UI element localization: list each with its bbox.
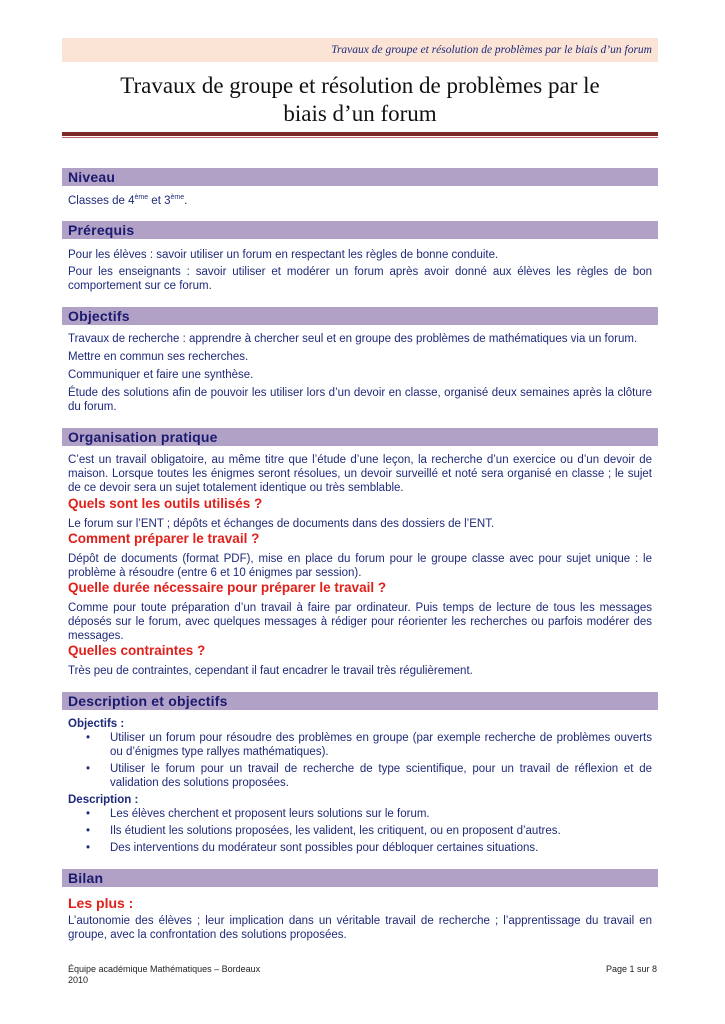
label-description: Description : bbox=[68, 794, 139, 806]
answer-duree: Comme pour toute préparation d’un travail à faire par ordinateur. Puis temps de lecture de tous les messages déposés sur le forum, avec quelques messages à rédiger pour réorienter les recherches ou parfois modérer des messages. bbox=[68, 602, 652, 642]
question-outils: Quels sont les outils utilisés ? bbox=[68, 496, 263, 511]
list-item-text: Des interventions du modérateur sont possibles pour débloquer certaines situations. bbox=[110, 842, 539, 854]
answer-preparer: Dépôt de documents (format PDF), mise en place du forum pour le groupe classe avec pour sujet unique : le problème à résoudre (entre 6 et 10 énigmes par session). bbox=[68, 553, 652, 579]
footer-page-number: Page 1 sur 8 bbox=[605, 964, 657, 974]
bullet-icon: • bbox=[86, 825, 91, 837]
footer-team: Équipe académique Mathématiques – Bordeaux bbox=[68, 964, 261, 974]
objectifs-p4: Étude des solutions afin de pouvoir les utiliser lors d’un devoir en classe, organisé deux semaines après la clôture du forum. bbox=[68, 387, 652, 413]
list-item bbox=[86, 841, 652, 855]
section-heading-bilan: Bilan bbox=[62, 869, 658, 887]
prerequis-eleves: Pour les élèves : savoir utiliser un forum en respectant les règles de bonne conduite. bbox=[68, 249, 499, 261]
list-item bbox=[86, 762, 652, 790]
section-heading-organisation: Organisation pratique bbox=[62, 428, 658, 446]
section-heading-description: Description et objectifs bbox=[62, 692, 658, 710]
title-line-1: Travaux de groupe et résolution de problèmes par le bbox=[120, 73, 600, 98]
bilan-les-plus: Les plus : bbox=[68, 895, 134, 911]
bullet-icon: • bbox=[86, 808, 91, 820]
list-item-text: Ils étudient les solutions proposées, les valident, les critiquent, ou en proposent d’autres. bbox=[110, 825, 561, 837]
niveau-sup-b: ème bbox=[170, 194, 185, 202]
bullet-icon: • bbox=[86, 763, 91, 775]
list-item bbox=[86, 824, 652, 838]
title-rule-thin bbox=[62, 137, 658, 138]
document-title bbox=[62, 72, 658, 128]
question-contraintes: Quelles contraintes ? bbox=[68, 643, 206, 658]
title-rule bbox=[62, 132, 658, 136]
prerequis-enseignants: Pour les enseignants : savoir utiliser et modérer un forum après avoir donné aux élèves les règles de bon comportement sur ce forum. bbox=[68, 266, 652, 292]
answer-contraintes: Très peu de contraintes, cependant il faut encadrer le travail très régulièrement. bbox=[68, 665, 473, 677]
niveau-sup-a: ème bbox=[134, 194, 149, 202]
objectifs-list bbox=[62, 731, 658, 790]
list-item-text: Les élèves cherchent et proposent leurs solutions sur le forum. bbox=[110, 808, 430, 820]
question-preparer: Comment préparer le travail ? bbox=[68, 531, 260, 546]
running-header: Travaux de groupe et résolution de problèmes par le biais d’un forum bbox=[62, 38, 658, 62]
description-list bbox=[62, 807, 658, 855]
list-item bbox=[86, 807, 652, 821]
title-line-2: biais d’un forum bbox=[283, 101, 437, 126]
bullet-icon: • bbox=[86, 842, 91, 854]
answer-outils: Le forum sur l’ENT ; dépôts et échanges de documents dans des dossiers de l’ENT. bbox=[68, 518, 495, 530]
objectifs-p2: Mettre en commun ses recherches. bbox=[68, 351, 249, 363]
label-objectifs: Objectifs : bbox=[68, 718, 125, 730]
section-heading-prerequis: Prérequis bbox=[62, 221, 658, 239]
objectifs-p3: Communiquer et faire une synthèse. bbox=[68, 369, 254, 381]
objectifs-p1: Travaux de recherche : apprendre à chercher seul et en groupe des problèmes de mathématiques via un forum. bbox=[68, 333, 638, 345]
bilan-p1: L’autonomie des élèves ; leur implication dans un véritable travail de recherche ; l’apprentissage du travail en groupe, avec la confrontation des solutions proposées. bbox=[68, 915, 652, 941]
list-item bbox=[86, 731, 652, 759]
footer-year: 2010 bbox=[68, 975, 89, 985]
niveau-text bbox=[62, 194, 658, 208]
section-heading-objectifs: Objectifs bbox=[62, 307, 658, 325]
list-item-text: Utiliser le forum pour un travail de recherche de type scientifique, pour un travail de réflexion et de validation des solutions proposées. bbox=[110, 763, 652, 789]
section-heading-niveau: Niveau bbox=[62, 168, 658, 186]
organisation-p1: C’est un travail obligatoire, au même titre que l’étude d’une leçon, la recherche d’un exercice ou d’un devoir de maison. Lorsque toutes les énigmes seront résolues, un devoir surveillé et noté sera organisé en classe ; le sujet de ce devoir sera un sujet totalement identique ou très semblable. bbox=[68, 454, 652, 494]
bullet-icon: • bbox=[86, 732, 91, 744]
list-item-text: Utiliser un forum pour résoudre des problèmes en groupe (par exemple recherche de problèmes ouverts ou d’énigmes type rallyes mathématiques). bbox=[110, 732, 652, 758]
niveau-text-b: et 3 bbox=[148, 195, 171, 207]
niveau-text-c: . bbox=[184, 195, 188, 207]
niveau-text-a: Classes de 4 bbox=[68, 195, 135, 207]
question-duree: Quelle durée nécessaire pour préparer le travail ? bbox=[68, 580, 387, 595]
footer-left bbox=[68, 964, 260, 986]
document-body bbox=[62, 168, 658, 942]
